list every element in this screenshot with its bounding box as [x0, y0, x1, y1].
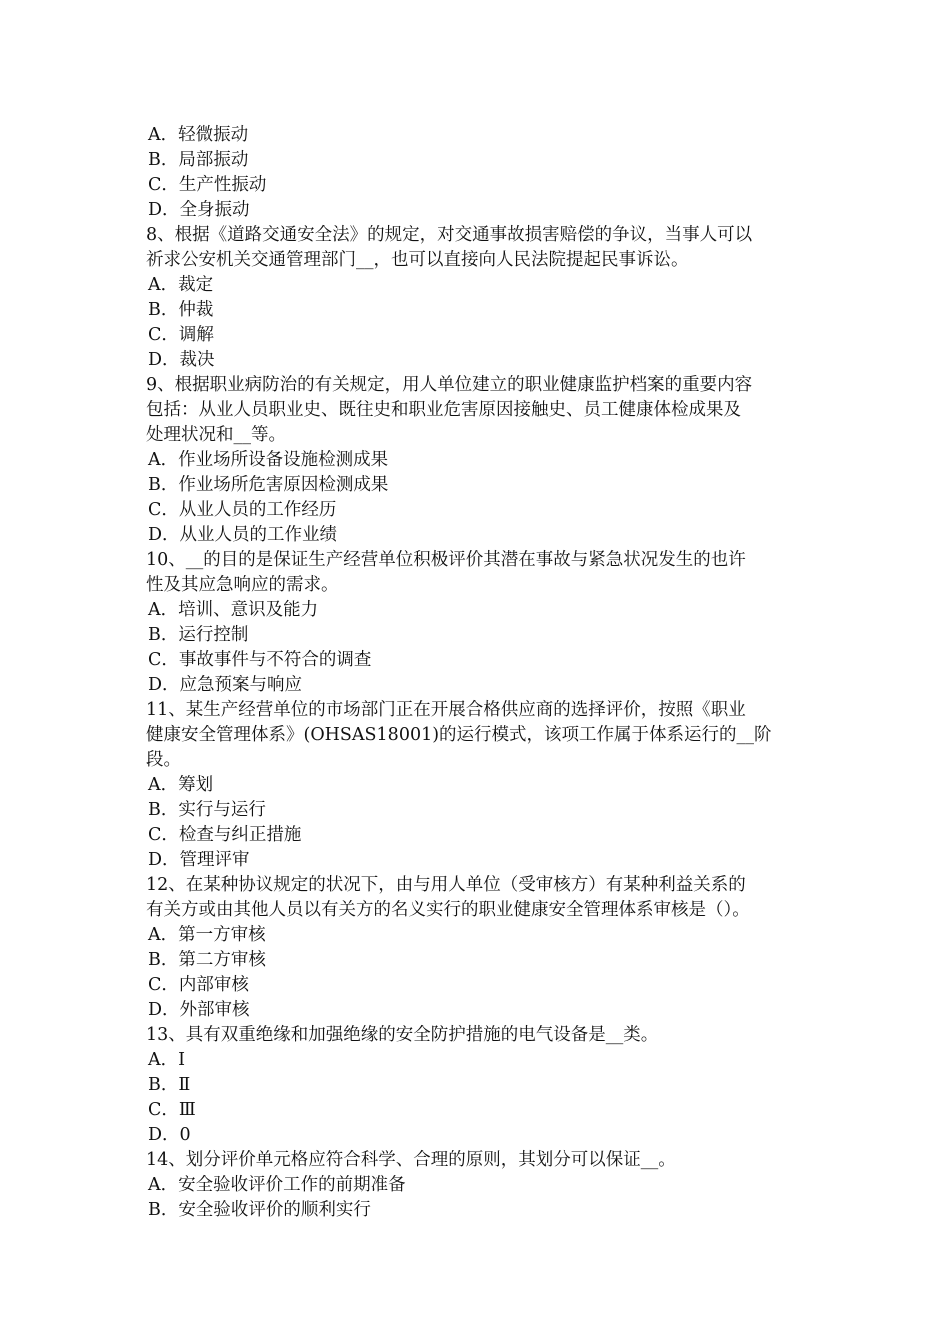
question-text: 祈求公安机关交通管理部门__，也可以直接向人民法院提起民事诉讼。 [146, 250, 689, 270]
answer-option: A．轻微振动 [148, 125, 249, 145]
answer-option: C．Ⅲ [148, 1100, 196, 1120]
answer-option: C．检查与纠正措施 [148, 825, 302, 845]
question-text: 8、根据《道路交通安全法》的规定，对交通事故损害赔偿的争议，当事人可以 [146, 225, 753, 245]
answer-option: B．仲裁 [148, 300, 214, 320]
question-text: 段。 [146, 750, 181, 770]
document-page [146, 123, 810, 1223]
answer-option: C．内部审核 [148, 975, 249, 995]
answer-option: D．0 [148, 1125, 191, 1145]
answer-option: A．Ⅰ [148, 1050, 186, 1070]
question-text: 有关方或由其他人员以有关方的名义实行的职业健康安全管理体系审核是（）。 [146, 900, 750, 920]
question-text: 包括：从业人员职业史、既往史和职业危害原因接触史、员工健康体检成果及 [146, 400, 741, 420]
answer-option: B．运行控制 [148, 625, 249, 645]
question-text: 9、根据职业病防治的有关规定，用人单位建立的职业健康监护档案的重要内容 [146, 375, 753, 395]
question-text: 处理状况和__等。 [146, 425, 286, 445]
answer-option: C．从业人员的工作经历 [148, 500, 337, 520]
answer-option: D．裁决 [148, 350, 215, 370]
answer-option: A．作业场所设备设施检测成果 [148, 450, 389, 470]
answer-option: A．筹划 [148, 775, 214, 795]
answer-option: D．应急预案与响应 [148, 675, 303, 695]
answer-option: C．生产性振动 [148, 175, 267, 195]
answer-option: C．事故事件与不符合的调查 [148, 650, 372, 670]
question-text: 12、在某种协议规定的状况下，由与用人单位（受审核方）有某种利益关系的 [146, 875, 746, 895]
answer-option: D．外部审核 [148, 1000, 250, 1020]
answer-option: A．安全验收评价工作的前期准备 [148, 1175, 406, 1195]
answer-option: A．培训、意识及能力 [148, 600, 319, 620]
question-text: 10、__的目的是保证生产经营单位积极评价其潜在事故与紧急状况发生的也许 [146, 550, 746, 570]
question-text: 性及其应急响应的需求。 [146, 575, 339, 595]
answer-option: D．管理评审 [148, 850, 250, 870]
answer-option: B．实行与运行 [148, 800, 266, 820]
answer-option: D．从业人员的工作业绩 [148, 525, 338, 545]
answer-option: B．作业场所危害原因检测成果 [148, 475, 389, 495]
answer-option: B．第二方审核 [148, 950, 266, 970]
question-text: 11、某生产经营单位的市场部门正在开展合格供应商的选择评价，按照《职业 [146, 700, 746, 720]
answer-option: B．安全验收评价的顺利实行 [148, 1200, 371, 1220]
answer-option: B．局部振动 [148, 150, 249, 170]
answer-option: B．Ⅱ [148, 1075, 191, 1095]
question-text: 13、具有双重绝缘和加强绝缘的安全防护措施的电气设备是__类。 [146, 1025, 659, 1045]
answer-option: D．全身振动 [148, 200, 250, 220]
answer-option: A．裁定 [148, 275, 214, 295]
answer-option: C．调解 [148, 325, 214, 345]
answer-option: A．第一方审核 [148, 925, 266, 945]
question-text: 14、划分评价单元格应符合科学、合理的原则，其划分可以保证__。 [146, 1150, 676, 1170]
question-text: 健康安全管理体系》(OHSAS18001)的运行模式，该项工作属于体系运行的__阶 [146, 725, 772, 745]
